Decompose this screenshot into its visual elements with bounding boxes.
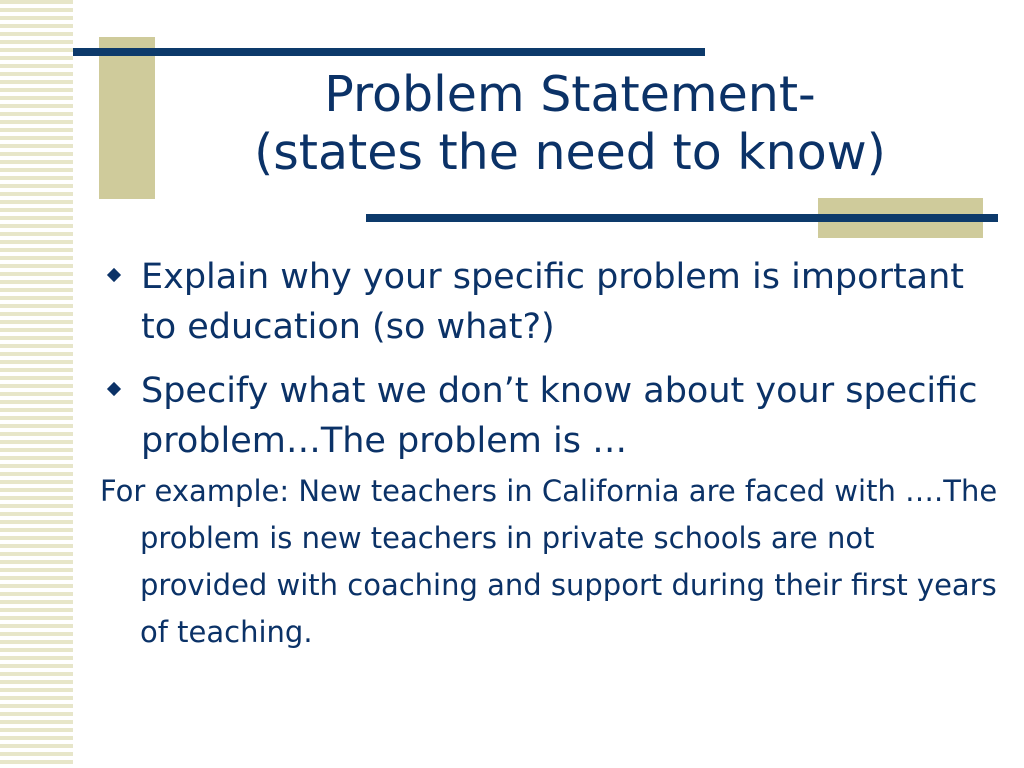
diamond-bullet-icon — [107, 382, 121, 396]
top-rule — [73, 48, 705, 56]
bullet-text: Specify what we don’t know about your specific problem…The problem is … — [141, 371, 978, 461]
diamond-bullet-icon — [107, 268, 121, 282]
bullet-text: Explain why your specific problem is important to education (so what?) — [141, 257, 965, 347]
slide-title-line-1: Problem Statement- — [324, 66, 816, 123]
decorative-block-left — [99, 37, 155, 199]
example-paragraph: For example: New teachers in California are faced with ….The problem is new teachers in private schools are not provided with coaching and support during their first years of teaching. — [100, 474, 998, 649]
slide-title-line-2: (states the need to know) — [254, 124, 886, 181]
decorative-stripes — [0, 0, 73, 768]
slide-body — [100, 252, 1000, 656]
slide-title — [150, 66, 990, 182]
bottom-rule — [366, 214, 998, 222]
bullet-item — [100, 366, 1000, 466]
bullet-item — [100, 252, 1000, 352]
